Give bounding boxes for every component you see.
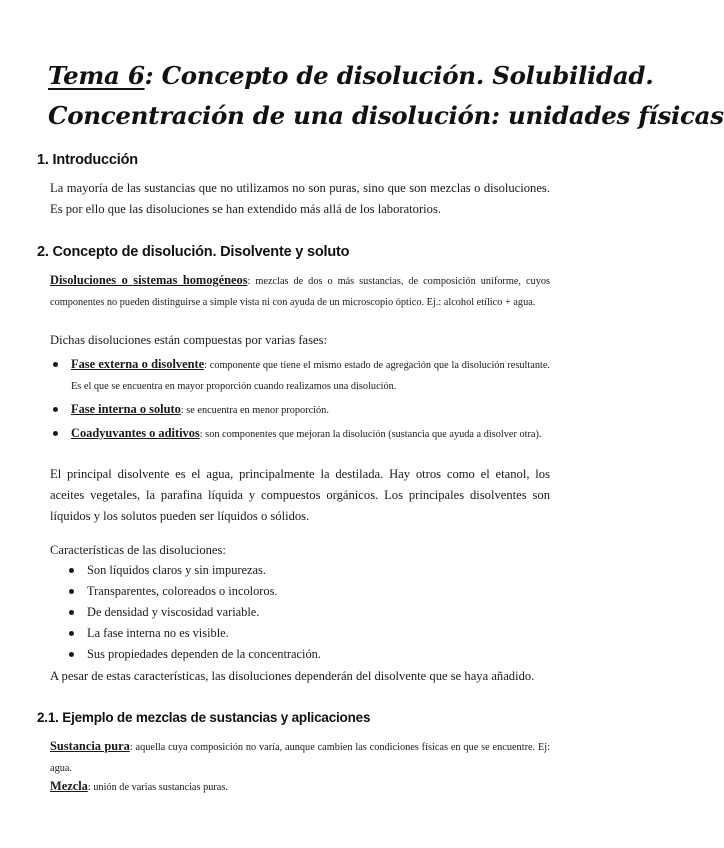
bullet-icon — [53, 431, 58, 436]
list-item: Sus propiedades dependen de la concentración. — [87, 644, 550, 665]
list-item: Son líquidos claros y sin impurezas. — [87, 560, 550, 581]
list-item: Transparentes, coloreados o incoloros. — [87, 581, 550, 602]
list-item: De densidad y viscosidad variable. — [87, 602, 550, 623]
list-item: Coadyuvantes o aditivos: son componentes que mejoran la disolución (sustancia que ayuda a disolver otra). — [71, 423, 550, 445]
list-item: Fase interna o soluto: se encuentra en menor proporción. — [71, 399, 550, 421]
section-1-paragraph: La mayoría de las sustancias que no utilizamos no son puras, sino que son mezclas o disoluciones. Es por ello que las disoluciones se han extendido más allá de los laboratorios. — [50, 181, 550, 216]
bullet-icon — [53, 362, 58, 367]
bullet-icon — [69, 568, 74, 573]
document-title — [48, 56, 724, 136]
pure-substance-paragraph: Sustancia pura: aquella cuya composición no varía, aunque cambien las condiciones físicas en que se encuentre. Ej: agua. — [50, 739, 551, 774]
section-2-heading: 2. Concepto de disolución. Disolvente y soluto — [37, 244, 350, 260]
bullet-icon — [69, 589, 74, 594]
bullet-icon — [53, 407, 58, 412]
phases-intro: Dichas disoluciones están compuestas por varias fases: — [50, 333, 327, 347]
list-item: La fase interna no es visible. — [87, 623, 550, 644]
title-line-2: Concentración de una disolución: unidades físicas — [48, 101, 724, 130]
characteristics-list — [87, 560, 550, 665]
solvents-paragraph: El principal disolvente es el agua, principalmente la destilada. Hay otros como el etanol, los aceites vegetales, la parafina líquida y compuestos orgánicos. Los principales disolventes son líquidos y los solutos pueden ser líquidos o sólidos. — [50, 467, 550, 523]
title-line-1-rest: : Concepto de disolución. Solubilidad. — [144, 61, 654, 90]
definition-text: : mezclas de dos o más sustancias, de composición uniforme, cuyos componentes no pueden distinguirse a simple vista ni con ayuda de un microscopio óptico. Ej.: alcohol etílico + agua. — [50, 276, 550, 308]
bullet-icon — [69, 631, 74, 636]
title-line-1 — [48, 56, 654, 96]
phases-list — [71, 354, 550, 445]
closing-paragraph: A pesar de estas características, las disoluciones dependerán del disolvente que se haya añadido. — [50, 669, 535, 683]
definition-paragraph — [50, 270, 550, 313]
section-2-1-heading: 2.1. Ejemplo de mezclas de sustancias y aplicaciones — [37, 710, 371, 725]
section-1-heading: 1. Introducción — [37, 152, 138, 168]
bullet-icon — [69, 610, 74, 615]
title-topic: Tema 6 — [48, 61, 145, 90]
characteristics-intro: Características de las disoluciones: — [50, 543, 226, 557]
bullet-icon — [69, 652, 74, 657]
list-item: Fase externa o disolvente: componente que tiene el mismo estado de agregación que la disolución resultante. Es el que se encuentra en mayor proporción cuando realizamos una disolución. — [71, 354, 550, 397]
definition-term: Disoluciones o sistemas homogéneos — [50, 273, 248, 287]
mixture-paragraph: Mezcla: unión de varias sustancias puras. — [50, 779, 228, 793]
